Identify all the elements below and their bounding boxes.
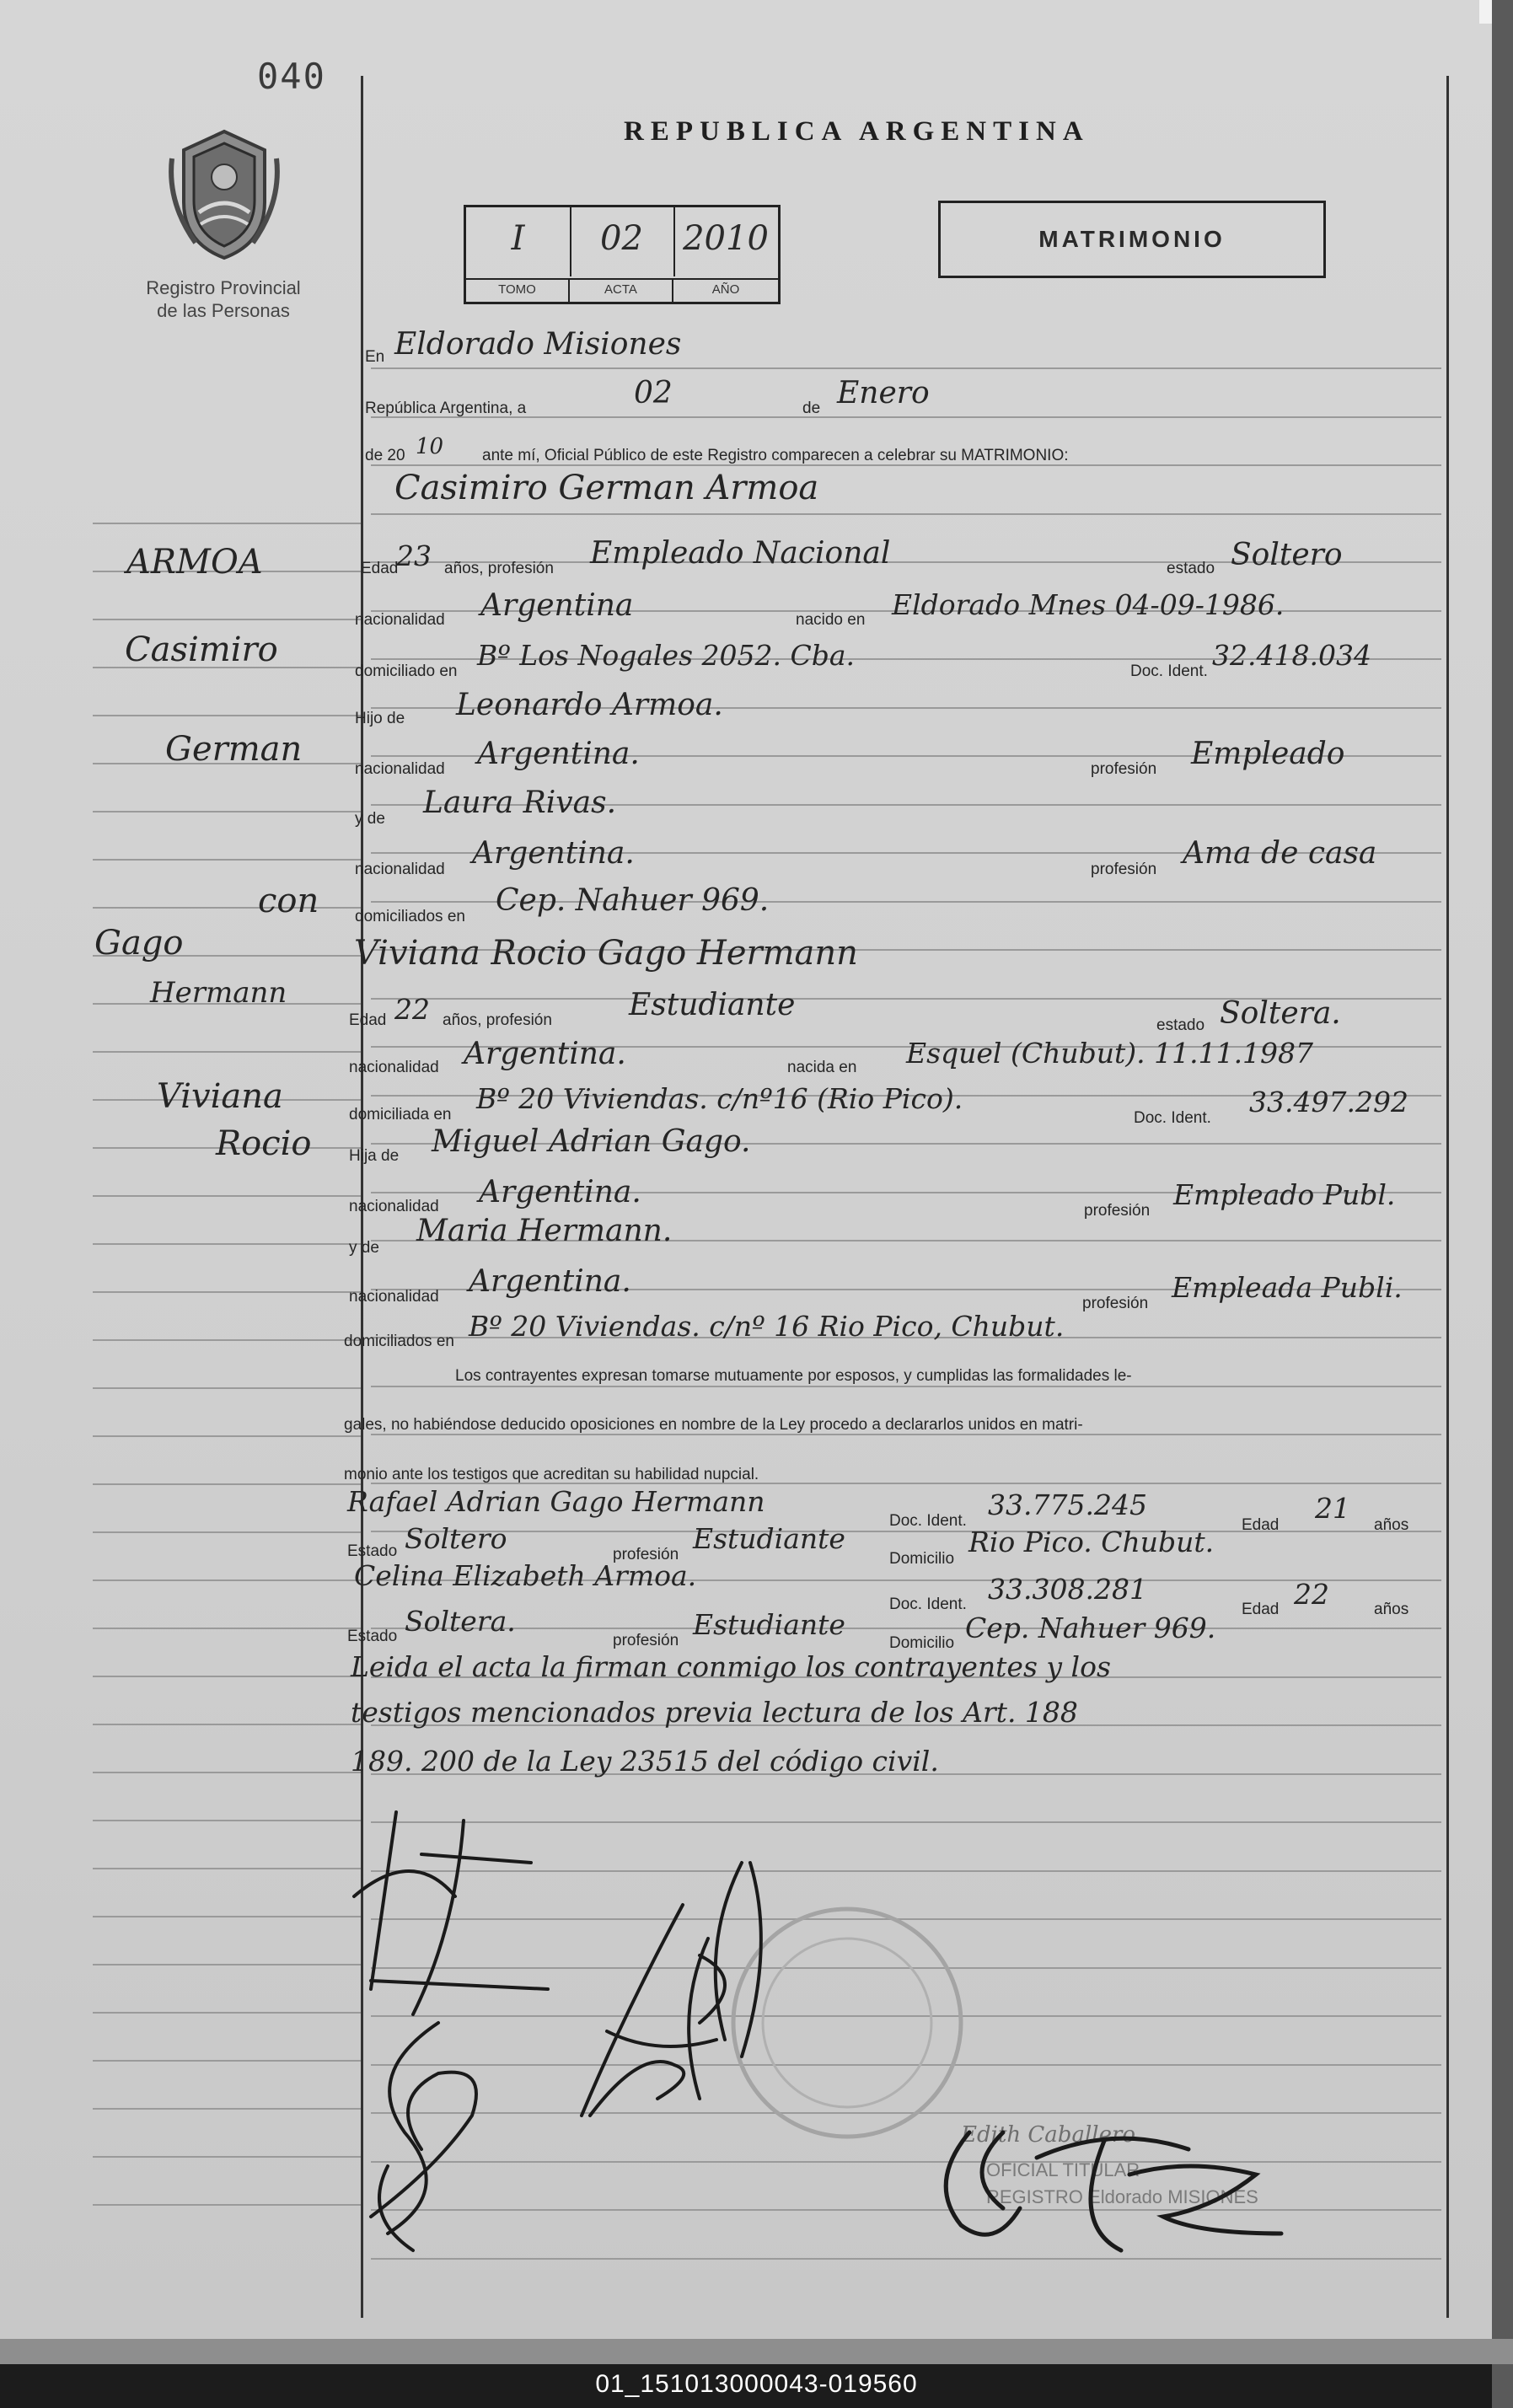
label-republica: República Argentina, a xyxy=(365,400,527,417)
signature-1-icon xyxy=(337,1795,565,2267)
groom-father-prof-label: profesión xyxy=(1091,760,1157,778)
page-number: 040 xyxy=(257,56,326,97)
ruled-line xyxy=(371,513,1441,515)
bride-doc: 33.497.292 xyxy=(1249,1086,1408,1118)
bride-domicilio-label: domiciliada en xyxy=(349,1106,452,1124)
ruled-line xyxy=(93,1916,361,1917)
label-year-prefix: de 20 xyxy=(365,447,405,464)
witness1-anos-label: años xyxy=(1374,1516,1409,1534)
ruled-line xyxy=(93,1820,361,1821)
groom-civil-status: Soltero xyxy=(1231,538,1343,572)
ruled-line xyxy=(93,1483,361,1485)
groom-profession: Empleado Nacional xyxy=(590,536,891,571)
witness1-estado-label: Estado xyxy=(347,1542,398,1560)
ruled-line xyxy=(371,1628,1441,1629)
acta-label: ACTA xyxy=(570,278,673,302)
witness2-name: Celina Elizabeth Armoa. xyxy=(354,1559,697,1592)
bride-mother-nat-label: nacionalidad xyxy=(349,1288,439,1306)
bride-address: Bº 20 Viviendas. c/nº16 (Rio Pico). xyxy=(476,1082,963,1115)
registry-name xyxy=(126,276,320,322)
ruled-line xyxy=(93,2012,361,2014)
ruled-line xyxy=(93,1435,361,1437)
bride-birth: Esquel (Chubut). 11.11.1987 xyxy=(906,1037,1314,1070)
groom-mother: Laura Rivas. xyxy=(423,786,617,820)
ruled-line xyxy=(93,619,361,620)
witness2-estado-label: Estado xyxy=(347,1628,398,1645)
groom-yde-label: y de xyxy=(355,810,385,828)
witness1-edad-label: Edad xyxy=(1242,1516,1280,1534)
margin-con: con xyxy=(258,882,319,920)
bride-nacionalidad-label: nacionalidad xyxy=(349,1059,439,1076)
acta-cell xyxy=(570,207,675,276)
book-edge xyxy=(1492,0,1513,2408)
closing-line3: 189. 200 de la Ley 23515 del código civil. xyxy=(351,1745,939,1778)
witness2-status: Soltera. xyxy=(405,1605,516,1638)
ruled-line xyxy=(93,907,361,909)
margin-name-rocio: Rocio xyxy=(216,1124,312,1163)
groom-profesion-label: años, profesión xyxy=(444,560,554,577)
ruled-line xyxy=(93,2204,361,2206)
bride-profesion-label: años, profesión xyxy=(443,1011,552,1029)
ruled-line xyxy=(93,1579,361,1581)
witness1-status: Soltero xyxy=(405,1522,507,1555)
bride-father-prof-label: profesión xyxy=(1084,1202,1151,1220)
groom-father-nationality: Argentina. xyxy=(477,737,640,771)
stamp-eldorado: Eldorado xyxy=(1088,2186,1163,2207)
ruled-line xyxy=(93,1964,361,1966)
footer-filename: 01_151013000043-019560 xyxy=(595,2370,918,2398)
witness2-profesion-label: profesión xyxy=(613,1632,679,1649)
ruled-line xyxy=(93,1387,361,1389)
ruled-line xyxy=(371,1531,1441,1532)
tomo-cell xyxy=(466,207,571,276)
margin-surname: ARMOA xyxy=(126,543,263,582)
groom-mother-prof-label: profesión xyxy=(1091,861,1157,878)
act-type-box: MATRIMONIO xyxy=(938,201,1326,278)
ruled-line xyxy=(93,715,361,716)
witness1-doc-label: Doc. Ident. xyxy=(889,1512,967,1530)
ruled-line xyxy=(93,523,361,524)
witness1-doc: 33.775.245 xyxy=(988,1488,1147,1521)
ruled-line xyxy=(371,416,1441,418)
bride-mother-nationality: Argentina. xyxy=(469,1264,631,1299)
official-signature-icon xyxy=(910,2107,1298,2276)
ruled-line xyxy=(93,1724,361,1725)
bride-parents-dom-label: domiciliados en xyxy=(344,1333,454,1350)
bride-parents-address: Bº 20 Viviendas. c/nº 16 Rio Pico, Chubut. xyxy=(469,1310,1065,1343)
bride-mother-prof-label: profesión xyxy=(1082,1295,1149,1312)
groom-parents-address: Cep. Nahuer 969. xyxy=(496,883,770,918)
statement: ante mí, Oficial Público de este Registro comparecen a celebrar su MATRIMONIO: xyxy=(482,447,1069,464)
groom-doc: 32.418.034 xyxy=(1212,639,1371,672)
witness1-profession: Estudiante xyxy=(693,1522,845,1555)
closing-line1: Leida el acta la firman conmigo los contrayentes y los xyxy=(351,1650,1111,1683)
stamp-oficial: OFICIAL xyxy=(986,2159,1058,2180)
groom-full-name: Casimiro German Armoa xyxy=(394,469,819,507)
ruled-line xyxy=(93,859,361,861)
signature-2-icon xyxy=(556,1846,792,2132)
anio-value: 2010 xyxy=(683,219,769,258)
bride-edad-label: Edad xyxy=(349,1011,387,1029)
bride-estado-label: estado xyxy=(1156,1016,1205,1034)
anio-label: AÑO xyxy=(673,278,778,302)
groom-father: Leonardo Armoa. xyxy=(456,688,723,722)
witness2-edad-label: Edad xyxy=(1242,1601,1280,1618)
groom-parents-dom-label: domiciliados en xyxy=(355,908,465,925)
record-number-box xyxy=(464,205,781,304)
ruled-line xyxy=(93,2108,361,2110)
stamp-misiones: MISIONES xyxy=(1167,2186,1258,2207)
label-de-month: de xyxy=(802,400,821,417)
closing-line2: testigos mencionados previa lectura de los Art. 188 xyxy=(351,1696,1078,1729)
bride-nationality: Argentina. xyxy=(464,1037,626,1071)
bride-profession: Estudiante xyxy=(629,988,796,1022)
bride-yde-label: y de xyxy=(349,1239,379,1257)
bride-father-nationality: Argentina. xyxy=(479,1175,641,1209)
margin-name-casimiro: Casimiro xyxy=(125,630,278,669)
witness2-doc: 33.308.281 xyxy=(988,1573,1147,1606)
ruled-line xyxy=(371,367,1441,369)
groom-father-profession: Empleado xyxy=(1191,737,1345,771)
declaration-line3: monio ante los testigos que acreditan su habilidad nupcial. xyxy=(344,1466,759,1483)
year-suffix: 10 xyxy=(416,434,444,459)
bride-nacida-label: nacida en xyxy=(787,1059,857,1076)
witness2-address: Cep. Nahuer 969. xyxy=(965,1612,1216,1644)
stamp-surname: Caballero xyxy=(1027,2122,1136,2148)
ruled-line xyxy=(93,1195,361,1197)
groom-mother-nationality: Argentina. xyxy=(472,836,635,871)
registry-name-line2: de las Personas xyxy=(157,300,290,321)
bride-mother-profession: Empleada Publi. xyxy=(1172,1271,1403,1304)
ruled-line xyxy=(93,1676,361,1677)
groom-doc-label: Doc. Ident. xyxy=(1130,662,1208,680)
place: Eldorado Misiones xyxy=(394,327,682,362)
declaration-line2: gales, no habiéndose deducido oposiciones en nombre de la Ley procedo a declararlos unidos en matri- xyxy=(344,1416,1083,1434)
groom-hijo-label: Hijo de xyxy=(355,710,405,727)
bride-hija-label: Hija de xyxy=(349,1147,400,1165)
margin-name-hermann: Hermann xyxy=(150,976,287,1010)
witness1-address: Rio Pico. Chubut. xyxy=(968,1526,1215,1558)
ruled-line xyxy=(93,1243,361,1245)
book-bottom-edge xyxy=(0,2339,1513,2364)
tomo-value: I xyxy=(511,219,525,258)
groom-birth: Eldorado Mnes 04-09-1986. xyxy=(892,588,1285,621)
witness2-age: 22 xyxy=(1294,1578,1329,1611)
bride-doc-label: Doc. Ident. xyxy=(1134,1109,1211,1127)
bride-civil-status: Soltera. xyxy=(1220,996,1341,1031)
margin-name-german: German xyxy=(165,730,303,769)
ruled-line xyxy=(93,2156,361,2158)
groom-estado-label: estado xyxy=(1167,560,1215,577)
ruled-line xyxy=(93,1628,361,1629)
groom-age: 23 xyxy=(396,539,432,572)
groom-father-nat-label: nacionalidad xyxy=(355,760,445,778)
tomo-label: TOMO xyxy=(466,278,570,302)
groom-mother-nat-label: nacionalidad xyxy=(355,861,445,878)
anio-cell xyxy=(673,207,778,276)
ruled-line xyxy=(93,2060,361,2062)
witness1-profesion-label: profesión xyxy=(613,1546,679,1563)
margin-name-viviana: Viviana xyxy=(157,1077,283,1116)
groom-nacido-label: nacido en xyxy=(796,611,866,629)
stamp-registro: REGISTRO xyxy=(986,2186,1083,2207)
month: Enero xyxy=(837,376,930,410)
country-title: REPUBLICA ARGENTINA xyxy=(624,116,1090,147)
declaration-line1: Los contrayentes expresan tomarse mutuamente por esposos, y cumplidas las formalidades le- xyxy=(455,1367,1132,1385)
ruled-line xyxy=(93,1772,361,1773)
witness2-profession: Estudiante xyxy=(693,1608,845,1641)
right-margin-line xyxy=(1446,76,1449,2318)
stamp-titular: TITULAR xyxy=(1062,2159,1140,2180)
margin-name-gago: Gago xyxy=(94,924,184,963)
witness1-name: Rafael Adrian Gago Hermann xyxy=(347,1485,765,1518)
witness2-anos-label: años xyxy=(1374,1601,1409,1618)
ruled-line xyxy=(93,1291,361,1293)
ruled-line xyxy=(93,1051,361,1053)
witness2-domicilio-label: Domicilio xyxy=(889,1634,955,1652)
groom-edad-label: Edad xyxy=(361,560,399,577)
groom-mother-profession: Ama de casa xyxy=(1183,836,1377,871)
ruled-line xyxy=(93,1531,361,1533)
bride-father: Miguel Adrian Gago. xyxy=(432,1124,751,1159)
bride-age: 22 xyxy=(394,993,430,1026)
groom-nationality: Argentina xyxy=(480,588,634,623)
registry-name-line1: Registro Provincial xyxy=(146,277,301,298)
groom-domicilio-label: domiciliado en xyxy=(355,662,458,680)
day: 02 xyxy=(634,376,673,410)
bride-full-name: Viviana Rocio Gago Hermann xyxy=(354,934,858,973)
acta-value: 02 xyxy=(600,219,643,258)
ruled-line xyxy=(93,1339,361,1341)
witness2-doc-label: Doc. Ident. xyxy=(889,1596,967,1613)
stamp-first-name: Edith xyxy=(961,2122,1022,2148)
groom-address: Bº Los Nogales 2052. Cba. xyxy=(477,639,856,672)
witness1-domicilio-label: Domicilio xyxy=(889,1550,955,1568)
ruled-line xyxy=(93,1868,361,1869)
bride-mother: Maria Hermann. xyxy=(416,1214,673,1248)
bride-father-profession: Empleado Publ. xyxy=(1173,1178,1396,1211)
coat-of-arms-icon xyxy=(165,125,283,264)
bride-father-nat-label: nacionalidad xyxy=(349,1198,439,1215)
witness1-age: 21 xyxy=(1315,1492,1350,1525)
ruled-line xyxy=(93,811,361,812)
groom-nacionalidad-label: nacionalidad xyxy=(355,611,445,629)
label-en: En xyxy=(365,348,385,366)
